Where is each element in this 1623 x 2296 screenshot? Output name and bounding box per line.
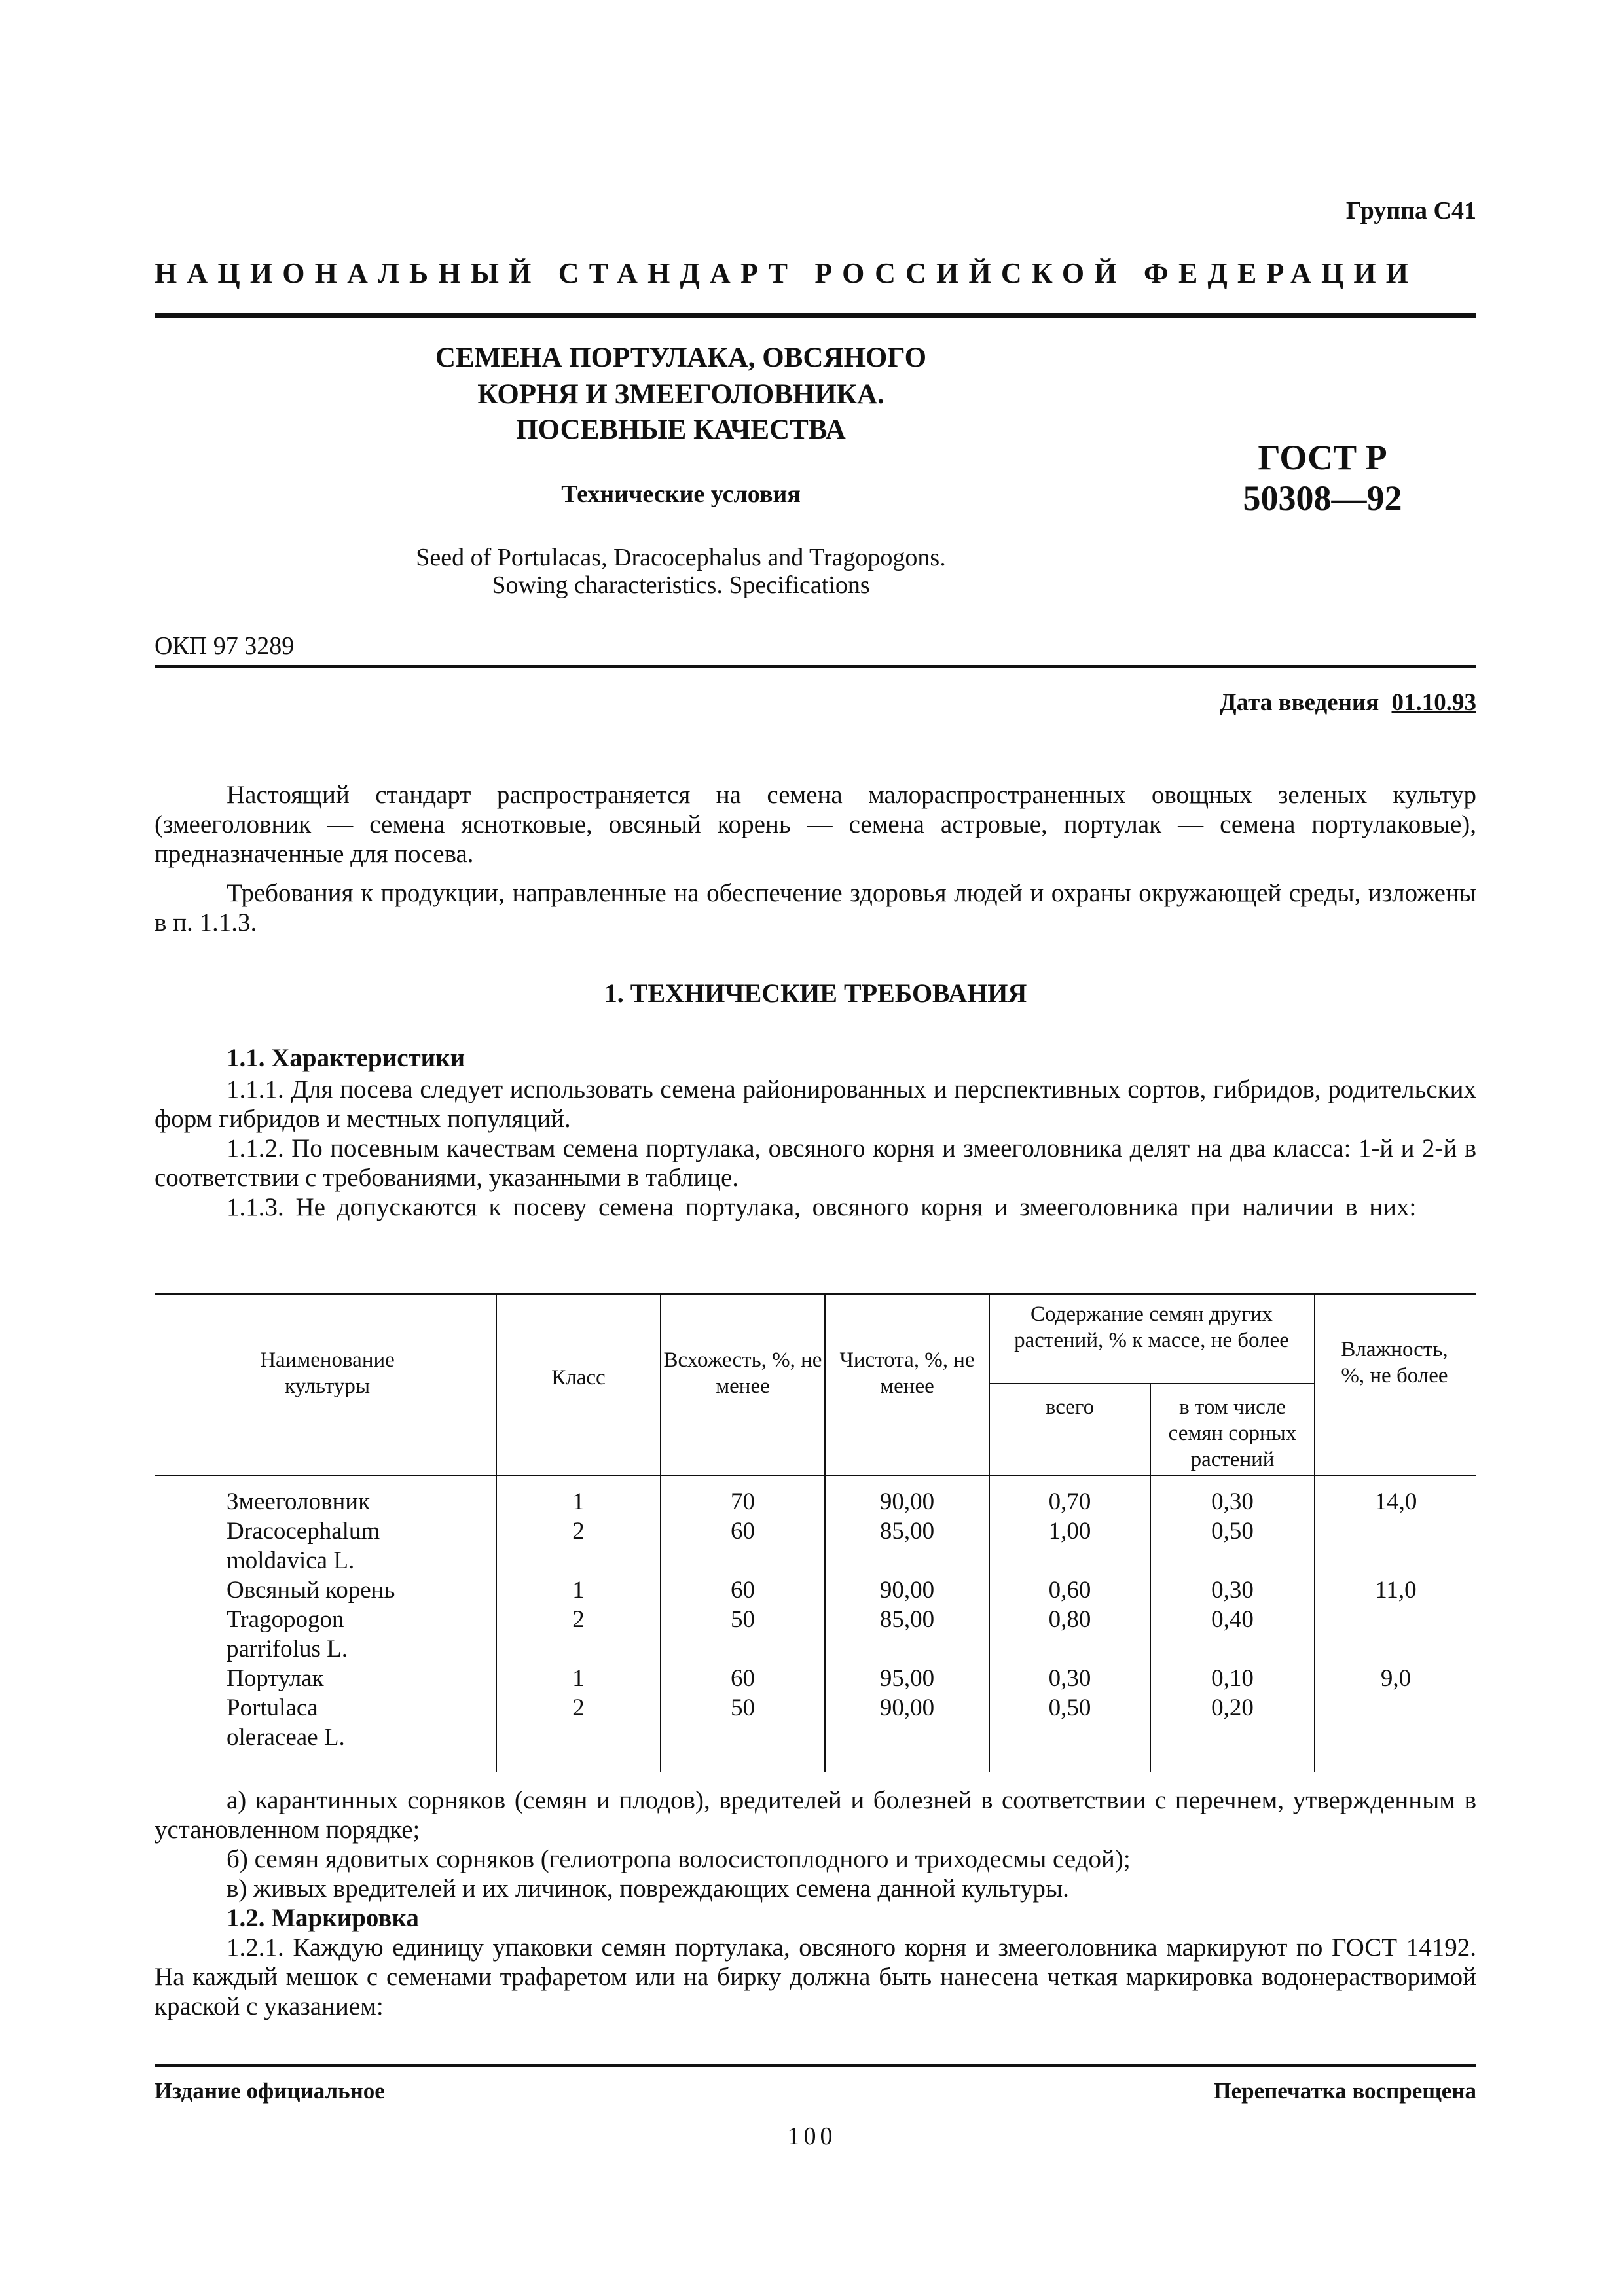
cell-total: 0,80	[1048, 1606, 1091, 1633]
cell-moisture: 9,0	[1380, 1665, 1412, 1692]
table-top-rule	[155, 1293, 1476, 1295]
cell-total: 0,70	[1048, 1488, 1091, 1515]
table-col-divider	[1314, 1294, 1315, 1772]
okp-rule	[155, 665, 1476, 668]
subtitle: Технические условия	[561, 480, 801, 508]
english-title-2: Sowing characteristics. Specifications	[492, 571, 870, 599]
okp-code: ОКП 97 3289	[155, 632, 295, 660]
cell-germination: 50	[731, 1606, 755, 1633]
cell-weeds: 0,50	[1211, 1518, 1254, 1545]
intro-paragraph-1: Настоящий стандарт распространяется на семена малораспространенных овощных зеленых культур (змееголовник — семена яснотковые, овсяный корень — семена астровые, портулак — семена портулаковые), предназначенные для посева.	[155, 781, 1476, 868]
cell-purity: 95,00	[879, 1665, 935, 1692]
cell-class: 1	[572, 1488, 585, 1515]
footer-reprint: Перепечатка воспрещена	[1213, 2078, 1476, 2104]
paragraph-1-1-1: 1.1.1. Для посева следует использовать семена районированных и перспективных сортов, гибридов, родительских форм гибридов и местных популяций.	[155, 1075, 1476, 1133]
federation-header: НАЦИОНАЛЬНЫЙ СТАНДАРТ РОССИЙСКОЙ ФЕДЕРАЦИИ	[155, 257, 1419, 289]
intro-date-label: Дата введения	[1220, 689, 1379, 716]
crop-name-line: oleraceae L.	[227, 1724, 345, 1751]
cell-purity: 85,00	[879, 1606, 935, 1633]
cell-total: 0,30	[1048, 1665, 1091, 1692]
section-1-title: 1. ТЕХНИЧЕСКИЕ ТРЕБОВАНИЯ	[604, 978, 1027, 1008]
page-number: 100	[787, 2123, 837, 2150]
table-header-bottom-rule	[155, 1475, 1476, 1476]
cell-class: 2	[572, 1518, 585, 1545]
crop-name-line: moldavica L.	[227, 1547, 355, 1574]
cell-class: 1	[572, 1665, 585, 1692]
crop-name-line: Овсяный корень	[227, 1577, 395, 1604]
header-moisture: Влажность, %, не более	[1341, 1338, 1448, 1388]
cell-weeds: 0,30	[1211, 1577, 1254, 1604]
crop-name-line: Портулак	[227, 1665, 324, 1692]
cell-purity: 90,00	[879, 1695, 935, 1721]
crop-name-line: Змееголовник	[227, 1488, 371, 1515]
crop-name-line: parrifolus L.	[227, 1636, 348, 1662]
cell-germination: 60	[731, 1665, 755, 1692]
cell-weeds: 0,40	[1211, 1606, 1254, 1633]
cell-total: 0,60	[1048, 1577, 1091, 1604]
english-title-1: Seed of Portulacas, Dracocephalus and Tragopogons.	[416, 544, 946, 571]
cell-weeds: 0,10	[1211, 1665, 1254, 1692]
header-total: всего	[1045, 1395, 1095, 1419]
subsection-1-1-title: 1.1. Характеристики	[227, 1044, 465, 1072]
cell-purity: 85,00	[879, 1518, 935, 1545]
gost-number-2: 50308—92	[1243, 478, 1402, 518]
cell-purity: 90,00	[879, 1488, 935, 1515]
cell-germination: 70	[731, 1488, 755, 1515]
item-c: в) живых вредителей и их личинок, повреждающих семена данной культуры.	[227, 1874, 1069, 1903]
paragraph-1-2-1: 1.2.1. Каждую единицу упаковки семян портулака, овсяного корня и змееголовника маркируют по ГОСТ 14192. На каждый мешок с семенами трафаретом или на бирку должна быть нанесена четкая маркировка водонерастворимой краской с указанием:	[155, 1933, 1476, 2020]
cell-total: 0,50	[1048, 1695, 1091, 1721]
cell-moisture: 11,0	[1375, 1577, 1417, 1604]
gost-number-1: ГОСТ Р	[1258, 438, 1387, 477]
cell-class: 1	[572, 1577, 585, 1604]
header-purity: Чистота, %, не менее	[839, 1348, 975, 1398]
crop-name-line: Tragopogon	[227, 1606, 344, 1633]
paragraph-1-1-3: 1.1.3. Не допускаются к посеву семена портулака, овсяного корня и змееголовника при наличии в них:	[227, 1193, 1417, 1221]
cell-germination: 60	[731, 1518, 755, 1545]
title-line-1: СЕМЕНА ПОРТУЛАКА, ОВСЯНОГО	[435, 342, 927, 373]
title-line-3: ПОСЕВНЫЕ КАЧЕСТВА	[516, 414, 846, 445]
intro-date-value: 01.10.93	[1391, 689, 1476, 716]
subsection-1-2-title: 1.2. Маркировка	[227, 1904, 419, 1932]
header-weeds: в том числе семян сорных растений	[1168, 1395, 1297, 1471]
header-other-seeds: Содержание семян других растений, % к массе, не более	[1014, 1302, 1289, 1352]
crop-name-line: Portulaca	[227, 1695, 318, 1721]
cell-total: 1,00	[1048, 1518, 1091, 1545]
cell-germination: 60	[731, 1577, 755, 1604]
table-subheader-rule	[989, 1383, 1315, 1384]
item-a: а) карантинных сорняков (семян и плодов), вредителей и болезней в соответствии с перечнем, утвержденным в установленном порядке;	[155, 1786, 1476, 1844]
header-class: Класс	[551, 1366, 606, 1390]
cell-germination: 50	[731, 1695, 755, 1721]
header-germination: Всхожесть, %, не менее	[663, 1348, 822, 1398]
cell-weeds: 0,30	[1211, 1488, 1254, 1515]
cell-weeds: 0,20	[1211, 1695, 1254, 1721]
paragraph-1-1-2: 1.1.2. По посевным качествам семена портулака, овсяного корня и змееголовника делят на два класса: 1-й и 2-й в соответствии с требованиями, указанными в таблице.	[155, 1134, 1476, 1192]
crop-name-line: Dracocephalum	[227, 1518, 380, 1545]
group-label: Группа С41	[1345, 197, 1476, 224]
cell-class: 2	[572, 1695, 585, 1721]
cell-moisture: 14,0	[1374, 1488, 1417, 1515]
item-b: б) семян ядовитых сорняков (гелиотропа волосистоплодного и триходесмы седой);	[227, 1845, 1131, 1873]
cell-purity: 90,00	[879, 1577, 935, 1604]
header-crop: Наименование культуры	[260, 1348, 395, 1398]
footer-edition: Издание официальное	[155, 2078, 385, 2104]
cell-class: 2	[572, 1606, 585, 1633]
footer-rule	[155, 2064, 1476, 2067]
header-rule	[155, 313, 1476, 318]
intro-date	[1220, 689, 1476, 717]
intro-paragraph-2: Требования к продукции, направленные на обеспечение здоровья людей и охраны окружающей среды, изложены в п. 1.1.3.	[155, 879, 1476, 937]
title-line-2: КОРНЯ И ЗМЕЕГОЛОВНИКА.	[477, 379, 884, 410]
